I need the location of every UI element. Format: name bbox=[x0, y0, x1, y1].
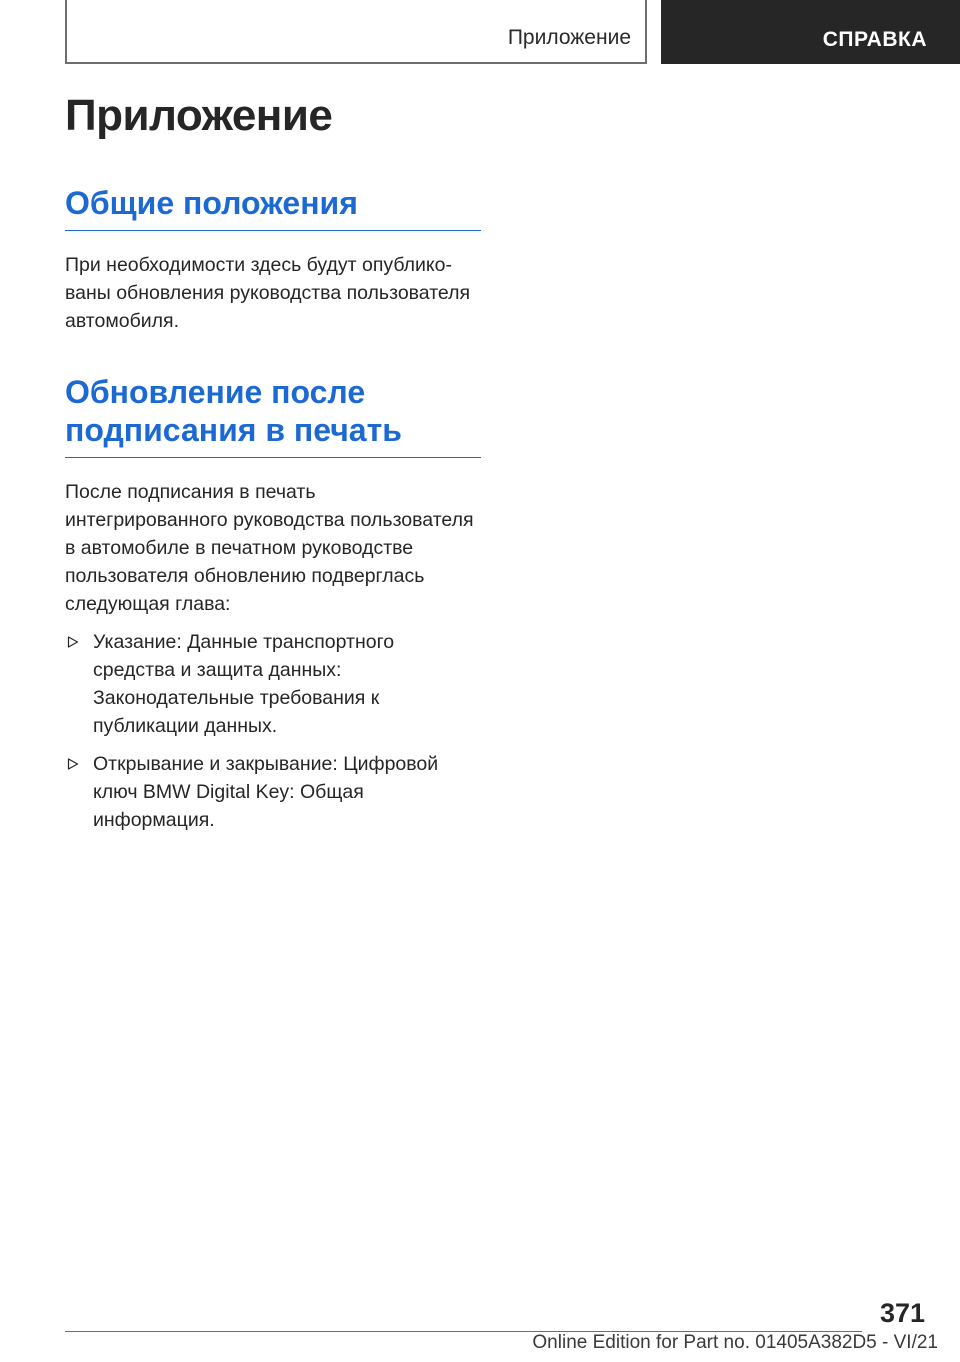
bullet-list bbox=[65, 628, 481, 834]
footer-edition: Online Edition for Part no. 01405A382D5 - VI/21 bbox=[532, 1332, 938, 1353]
main-content bbox=[65, 90, 481, 844]
list-item bbox=[65, 628, 481, 740]
header-chapter-tab bbox=[661, 0, 960, 64]
triangle-right-outline-icon bbox=[67, 758, 79, 770]
triangle-right-outline-icon bbox=[67, 636, 79, 648]
list-item-text: Открывание и закрывание: Цифровой ключ BMW Digital Key: Общая информация. bbox=[93, 753, 439, 831]
section-paragraph: При необходимости здесь будут опубликованы обновления руководства пользователя автомобиля. bbox=[65, 254, 471, 332]
page-title: Приложение bbox=[65, 91, 333, 140]
header-section-title: Приложение bbox=[507, 26, 631, 49]
section-heading: Обновление после подписания в печать bbox=[65, 373, 481, 458]
section-general bbox=[65, 184, 481, 335]
section-update bbox=[65, 373, 481, 834]
list-item bbox=[65, 750, 481, 834]
section-heading: Общие положения bbox=[65, 184, 481, 231]
list-item-text: Указание: Данные транспортного средства и защита данных: Законодательные требования к публикации данных. bbox=[93, 631, 395, 737]
header-chapter-label: СПРАВКА bbox=[822, 28, 927, 51]
page-number: 371 bbox=[879, 1298, 925, 1328]
header-section-box bbox=[65, 0, 647, 64]
section-paragraph: После подписания в печать интегрированного руководства пользователя в автомобиле в печатном руководстве пользователя обновлению подверглась следующая глава: bbox=[65, 481, 474, 615]
